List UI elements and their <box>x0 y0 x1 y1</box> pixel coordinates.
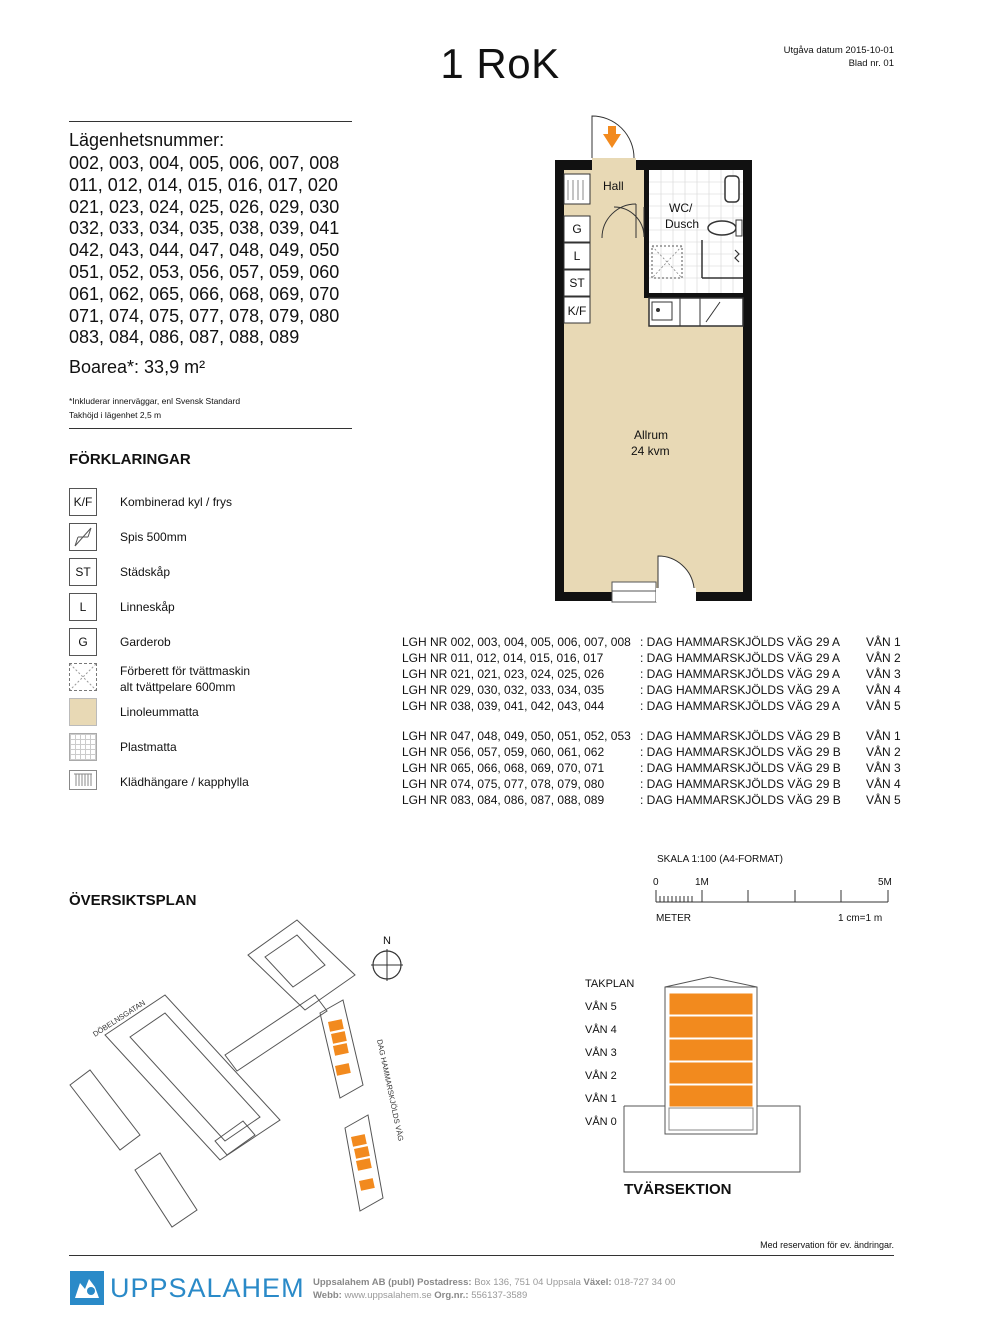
web-link[interactable]: www.uppsalahem.se <box>344 1290 432 1301</box>
cabinet-label: K/F <box>567 304 587 318</box>
address-cell: : DAG HAMMARSKJÖLDS VÄG 29 A <box>640 667 841 681</box>
building <box>225 995 327 1071</box>
apartment-numbers-row: 051, 052, 053, 056, 057, 059, 060 <box>69 261 340 282</box>
level-label: VÅN 5 <box>585 1001 617 1013</box>
apartment-numbers-heading: Lägenhetsnummer: <box>69 130 225 150</box>
uppsalahem-logo-icon <box>70 1271 104 1305</box>
address-cell: : DAG HAMMARSKJÖLDS VÄG 29 B <box>640 729 841 743</box>
address-cell: : DAG HAMMARSKJÖLDS VÄG 29 A <box>640 699 841 713</box>
apartment-numbers-row: 011, 012, 014, 015, 016, 017, 020 <box>69 174 338 195</box>
cabinet-label: G <box>572 222 582 236</box>
wardrobe-icon: G <box>69 628 97 656</box>
scale-zero: 0 <box>653 877 659 888</box>
legend-label: Klädhängare / kapphylla <box>120 775 249 789</box>
footnote-ceiling-height: Takhöjd i lägenhet 2,5 m <box>69 410 162 420</box>
stove-icon <box>69 523 97 551</box>
address-cell: : DAG HAMMARSKJÖLDS VÄG 29 A <box>640 683 841 697</box>
apartment-numbers-cell: LGH NR 047, 048, 049, 050, 051, 052, 053 <box>402 729 631 743</box>
legend-heading: FÖRKLARINGAR <box>69 451 191 468</box>
fridge-freezer-icon: K/F <box>69 488 97 516</box>
site-plan <box>65 915 425 1245</box>
company-info <box>313 1276 675 1302</box>
apartment-numbers-cell: LGH NR 029, 030, 032, 033, 034, 035 <box>402 683 605 697</box>
issue-date: Utgåva datum 2015-10-01 <box>783 45 894 56</box>
apartment-numbers-row: 021, 023, 024, 025, 026, 029, 030 <box>69 196 340 217</box>
linoleum-swatch <box>69 698 97 726</box>
highlighted-floors <box>669 993 753 1107</box>
scale-unit: METER <box>656 913 691 924</box>
north-label: N <box>383 935 391 947</box>
floor-cell: VÅN 3 <box>866 761 901 775</box>
building <box>248 920 355 1010</box>
apartment-numbers-cell: LGH NR 011, 012, 014, 015, 016, 017 <box>402 651 604 665</box>
org-number-label: Org.nr.: <box>434 1290 469 1301</box>
north-arrow-icon <box>371 935 403 981</box>
legend-label: Kombinerad kyl / frys <box>120 495 233 509</box>
floor-cell: VÅN 3 <box>866 667 901 681</box>
apartment-numbers-row: 061, 062, 065, 066, 068, 069, 070 <box>69 283 340 304</box>
legend-label-text: Förberett för tvättmaskin alt tvättpelare 600mm <box>120 664 251 694</box>
level-label: VÅN 4 <box>585 1024 617 1036</box>
linen-closet-icon: L <box>69 593 97 621</box>
apartment-numbers-cell: LGH NR 083, 084, 086, 087, 088, 089 <box>402 793 605 807</box>
reservation-note: Med reservation för ev. ändringar. <box>760 1240 894 1250</box>
building <box>70 1070 140 1150</box>
apartment-numbers-cell: LGH NR 065, 066, 068, 069, 070, 071 <box>402 761 605 775</box>
legend-label: Spis 500mm <box>120 530 187 544</box>
apartment-numbers-row: 032, 033, 034, 035, 038, 039, 041 <box>69 218 340 239</box>
floor-cell: VÅN 1 <box>866 729 901 743</box>
address-cell: : DAG HAMMARSKJÖLDS VÄG 29 B <box>640 745 841 759</box>
legend-label: Städskåp <box>120 565 171 579</box>
toilet-icon <box>708 221 736 235</box>
address-cell: : DAG HAMMARSKJÖLDS VÄG 29 A <box>640 651 841 665</box>
scale-five: 5M <box>878 877 892 888</box>
level-label: VÅN 1 <box>585 1093 617 1105</box>
floor-cell: VÅN 4 <box>866 777 901 791</box>
legend-label: Linneskåp <box>120 600 175 614</box>
phone-number: 018-727 34 00 <box>614 1277 676 1288</box>
footnote <box>69 394 240 422</box>
level-label: VÅN 3 <box>585 1047 617 1059</box>
street-label: DÖBELNSGATAN <box>91 998 147 1039</box>
building <box>105 995 280 1160</box>
plastic-mat-swatch <box>69 733 97 761</box>
hanger-icon <box>69 770 97 790</box>
apartment-numbers-cell: LGH NR 002, 003, 004, 005, 006, 007, 008 <box>402 635 631 649</box>
address-cell: : DAG HAMMARSKJÖLDS VÄG 29 B <box>640 777 841 791</box>
floor-cell: VÅN 2 <box>866 651 901 665</box>
floor-cell: VÅN 5 <box>866 699 901 713</box>
apartment-numbers-row: 042, 043, 044, 047, 048, 049, 050 <box>69 240 340 261</box>
floor-plan <box>540 110 770 605</box>
apartment-numbers-row: 083, 084, 086, 087, 088, 089 <box>69 327 300 348</box>
apartment-numbers-row: 071, 074, 075, 077, 078, 079, 080 <box>69 305 340 326</box>
legend-label: Plastmatta <box>120 740 177 754</box>
cross-section <box>580 970 810 1180</box>
phone-label: Växel: <box>583 1277 612 1288</box>
legend-label <box>120 663 250 695</box>
scale-bar <box>648 874 898 926</box>
apartment-numbers-cell: LGH NR 074, 075, 077, 078, 079, 080 <box>402 777 605 791</box>
divider <box>69 1255 894 1256</box>
address-cell: : DAG HAMMARSKJÖLDS VÄG 29 B <box>640 761 841 775</box>
room-label-wc: WC/ <box>669 201 693 215</box>
floor-cell: VÅN 4 <box>866 683 901 697</box>
level-label: VÅN 2 <box>585 1070 617 1082</box>
room-label-living: Allrum <box>634 428 669 442</box>
level-label: TAKPLAN <box>585 978 635 990</box>
page-title: 1 RoK <box>440 40 560 87</box>
postal-label: Postadress: <box>417 1277 472 1288</box>
washer-prep-icon <box>69 663 97 691</box>
apartment-numbers-cell: LGH NR 056, 057, 059, 060, 061, 062 <box>402 745 605 759</box>
legend-label: Garderob <box>120 635 171 649</box>
issue-info <box>784 44 894 70</box>
logo-wordmark: UPPSALAHEM <box>110 1273 305 1303</box>
address-cell: : DAG HAMMARSKJÖLDS VÄG 29 B <box>640 793 841 807</box>
level-label: VÅN 0 <box>585 1116 617 1128</box>
company-name: Uppsalahem AB (publ) <box>313 1277 415 1288</box>
postal-address: Box 136, 751 04 Uppsala <box>474 1277 581 1288</box>
scale-one: 1M <box>695 877 709 888</box>
divider <box>69 121 352 122</box>
section-heading: TVÄRSEKTION <box>624 1181 732 1198</box>
window <box>612 582 656 602</box>
footnote-walls: *Inkluderar innerväggar, enl Svensk Standard <box>69 396 241 406</box>
divider <box>69 428 352 429</box>
scale-title: SKALA 1:100 (A4-FORMAT) <box>657 854 783 865</box>
room-area-living: 24 kvm <box>631 444 670 458</box>
street-label: DAG HAMMARSKJÖLDS VÄG <box>375 1038 406 1142</box>
overview-heading: ÖVERSIKTSPLAN <box>69 892 197 909</box>
cabinet-label: ST <box>569 276 585 290</box>
room-label-hall: Hall <box>603 179 624 193</box>
address-cell: : DAG HAMMARSKJÖLDS VÄG 29 A <box>640 635 841 649</box>
living-area: Boarea*: 33,9 m² <box>69 357 206 377</box>
apartment-numbers-row: 002, 003, 004, 005, 006, 007, 008 <box>69 153 340 173</box>
web-label: Webb: <box>313 1290 342 1301</box>
sink-icon <box>725 176 739 202</box>
floor-cell: VÅN 2 <box>866 745 901 759</box>
cleaning-closet-icon: ST <box>69 558 97 586</box>
floor-cell: VÅN 5 <box>866 793 901 807</box>
apartment-numbers-cell: LGH NR 021, 021, 023, 024, 025, 026 <box>402 667 605 681</box>
org-number: 556137-3589 <box>471 1290 528 1301</box>
scale-ratio: 1 cm=1 m <box>838 913 883 924</box>
sheet-number: Blad nr. 01 <box>848 58 894 69</box>
room-label-shower: Dusch <box>665 217 700 231</box>
cabinet-label: L <box>573 249 581 263</box>
legend-label: Linoleummatta <box>120 705 199 719</box>
apartment-numbers-cell: LGH NR 038, 039, 041, 042, 043, 044 <box>402 699 605 713</box>
building <box>135 1153 197 1227</box>
apartment-numbers-list <box>69 153 339 349</box>
floor-cell: VÅN 1 <box>866 635 901 649</box>
